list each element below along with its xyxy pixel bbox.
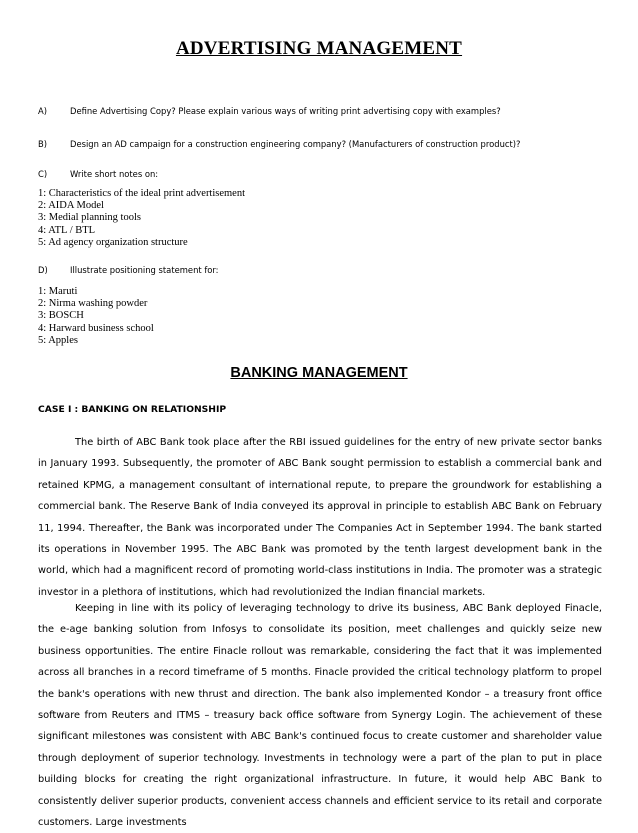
list-item: 1: Maruti [38, 286, 78, 297]
list-item: 4: ATL / BTL [38, 224, 96, 236]
question-c [38, 169, 158, 179]
paragraph-2: Keeping in line with its policy of leveraging technology to drive its business, ABC Bank deployed Finacle, the e-age banking solution from Infosys to consolidate its position, meet challenges and quickly seize new business opportunities. The entire Finacle rollout was remarkable, considering the fact that it was implemented across all branches in a record timeframe of 5 months. Finacle provided the critical technology platform to propel the bank's operations with new thrust and direction. The bank also implemented Kondor – a treasury front office software from Reuters and ITMS – treasury back office software from Synergy Login. The achievement of these significant milestones was consistent with ABC Bank's continued focus to create customer and shareholder value through deployment of superior technology. Investments in technology were a part of the plan to put in place building blocks for creating the right organizational infrastructure. In future, it would help ABC Bank to consistently deliver superior products, convenient access channels and efficient service to its retail and corporate customers. Large investments [38, 603, 602, 829]
case-title: CASE I : BANKING ON RELATIONSHIP [38, 404, 227, 415]
paragraph-1: The birth of ABC Bank took place after the RBI issued guidelines for the entry of new private sector banks in January 1993. Subsequently, the promoter of ABC Bank sought permission to establish a commercial bank and retained KPMG, a management consultant of international repute, to prepare the groundwork for establishing a commercial bank. The Reserve Bank of India conveyed its approval in principle to establish ABC Bank on February 11, 1994. Thereafter, the Bank was incorporated under The Companies Act in September 1994. The bank started its operations in November 1995. The ABC Bank was promoted by the tenth largest development bank in the world, which had a magnificent record of promoting world-class institutions in India. The promoter was a strategic investor in a plethora of institutions, which had revolutionized the Indian financial markets. [38, 437, 602, 598]
list-item: 2: AIDA Model [38, 200, 104, 212]
question-d-list [38, 286, 154, 347]
list-item: 4: Harward business school [38, 322, 154, 334]
question-a-label: A) [38, 106, 47, 116]
question-c-text: Write short notes on: [70, 169, 159, 179]
question-c-label: C) [38, 169, 48, 179]
list-item: 2: Nirma washing powder [38, 298, 148, 310]
section-title: BANKING MANAGEMENT [230, 365, 408, 381]
list-item: 5: Apples [38, 334, 78, 346]
question-d [38, 265, 219, 275]
document-title: ADVERTISING MANAGEMENT [175, 38, 463, 59]
question-a [38, 106, 501, 116]
question-d-label: D) [38, 265, 48, 275]
list-item: 5: Ad agency organization structure [38, 236, 188, 248]
list-item: 3: Medial planning tools [38, 212, 141, 224]
question-d-text: Illustrate positioning statement for: [70, 265, 219, 275]
question-b [38, 139, 520, 149]
list-item: 3: BOSCH [38, 310, 84, 322]
question-a-text: Define Advertising Copy? Please explain various ways of writing print advertising copy with examples? [70, 106, 501, 116]
list-item: 1: Characteristics of the ideal print advertisement [38, 188, 246, 199]
question-c-list [38, 188, 245, 249]
question-b-label: B) [38, 139, 48, 149]
question-b-text: Design an AD campaign for a construction engineering company? (Manufacturers of construction product)? [70, 139, 521, 149]
